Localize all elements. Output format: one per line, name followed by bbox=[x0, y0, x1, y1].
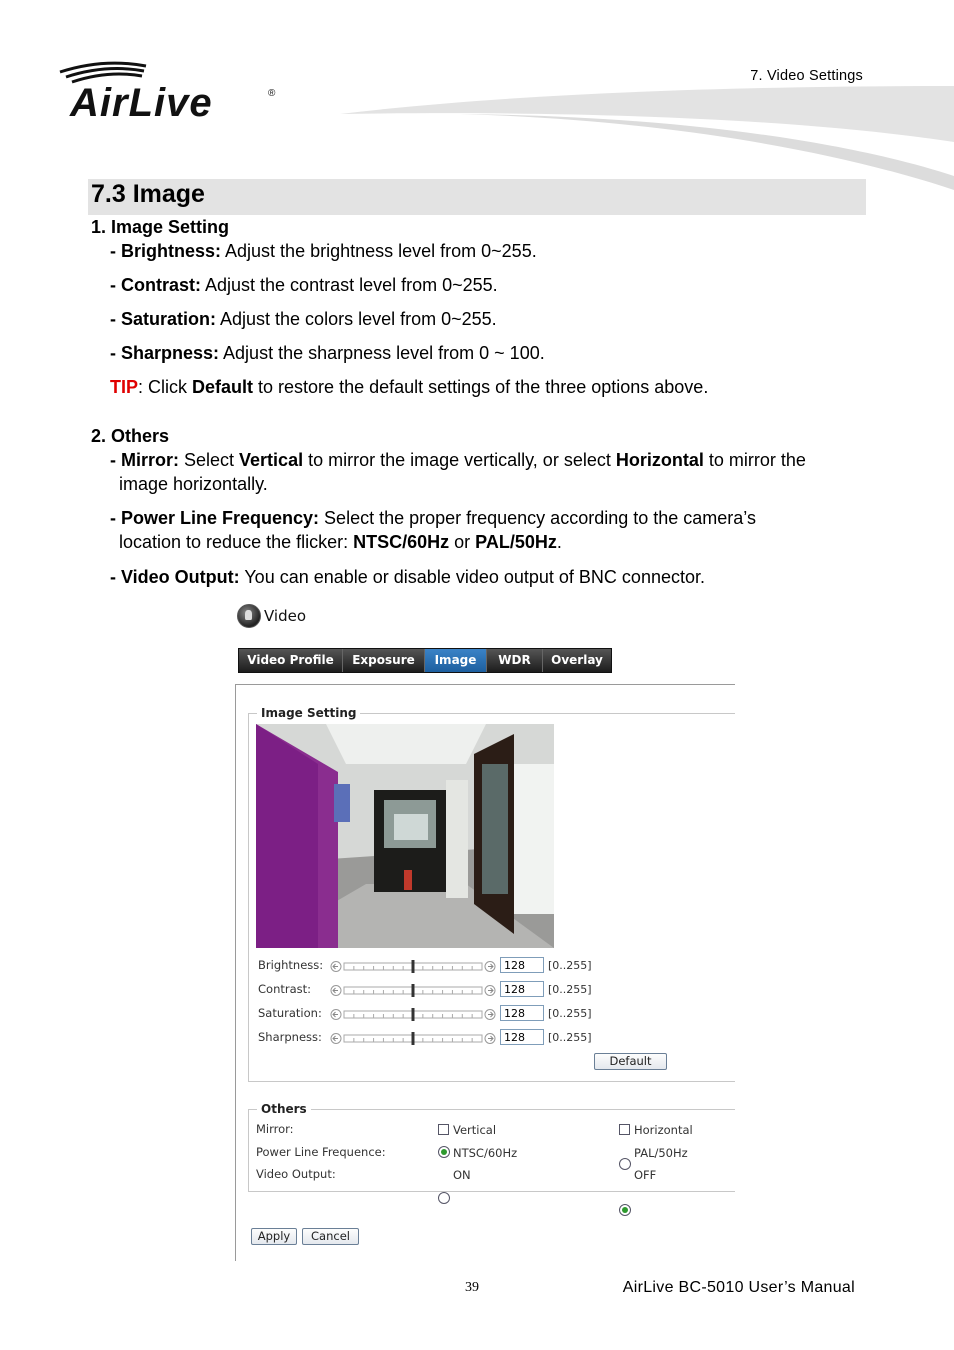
tab-exposure[interactable]: Exposure bbox=[343, 649, 425, 672]
power-line-frequency-label: Power Line Frequence: bbox=[256, 1145, 386, 1159]
video-output-on-radio[interactable] bbox=[438, 1192, 450, 1204]
mirror-description-line2: image horizontally. bbox=[119, 474, 268, 494]
cancel-button[interactable]: Cancel bbox=[302, 1228, 359, 1245]
power-frequency-description: - Power Line Frequency: Select the proper frequency according to the camera’s bbox=[110, 508, 756, 528]
brightness-value-input[interactable]: 128 bbox=[500, 957, 544, 973]
saturation-value-input[interactable]: 128 bbox=[500, 1005, 544, 1021]
mirror-description: - Mirror: Select Vertical to mirror the image vertically, or select Horizontal to mirror the bbox=[110, 450, 806, 470]
camera-icon bbox=[237, 604, 261, 628]
sharpness-description: - Sharpness: Adjust the sharpness level from 0 ~ 100. bbox=[110, 343, 545, 363]
image-setting-legend: Image Setting bbox=[257, 706, 360, 720]
contrast-slider[interactable] bbox=[330, 982, 496, 994]
video-output-description: - Video Output: You can enable or disable video output of BNC connector. bbox=[110, 567, 705, 587]
video-output-label: Video Output: bbox=[256, 1167, 336, 1181]
camera-preview-image bbox=[256, 724, 554, 948]
sharpness-slider[interactable] bbox=[330, 1030, 496, 1042]
tip-label: TIP bbox=[110, 377, 139, 397]
pal-label: PAL/50Hz bbox=[634, 1146, 688, 1160]
apply-button[interactable]: Apply bbox=[251, 1228, 297, 1245]
logo-wordmark: AirLive bbox=[70, 81, 213, 125]
sharpness-value-input[interactable]: 128 bbox=[500, 1029, 544, 1045]
video-page-title: Video bbox=[264, 607, 307, 625]
airlive-logo bbox=[58, 58, 288, 128]
chapter-header: 7. Video Settings bbox=[750, 68, 863, 84]
saturation-label: Saturation: bbox=[258, 1006, 322, 1020]
video-tab-bar bbox=[238, 648, 612, 673]
saturation-slider[interactable] bbox=[330, 1006, 496, 1018]
video-page-header bbox=[237, 604, 306, 628]
video-output-on-label: ON bbox=[453, 1168, 471, 1182]
section-title: 7.3 Image bbox=[91, 180, 205, 208]
sharpness-label: Sharpness: bbox=[258, 1030, 322, 1044]
tab-image[interactable]: Image bbox=[425, 649, 487, 672]
contrast-range: [0..255] bbox=[548, 983, 592, 996]
brightness-label: Brightness: bbox=[258, 958, 324, 972]
tab-wdr[interactable]: WDR bbox=[487, 649, 543, 672]
contrast-value-input[interactable]: 128 bbox=[500, 981, 544, 997]
brightness-range: [0..255] bbox=[548, 959, 592, 972]
default-button[interactable]: Default bbox=[594, 1053, 667, 1070]
power-frequency-description-line2: location to reduce the flicker: NTSC/60Hz or PAL/50Hz. bbox=[119, 532, 562, 552]
saturation-description: - Saturation: Adjust the colors level from 0~255. bbox=[110, 309, 497, 329]
saturation-range: [0..255] bbox=[548, 1007, 592, 1020]
contrast-label: Contrast: bbox=[258, 982, 312, 996]
others-legend: Others bbox=[257, 1102, 311, 1116]
pal-radio[interactable] bbox=[619, 1158, 631, 1170]
video-output-off-label: OFF bbox=[634, 1168, 657, 1182]
manual-title-footer: AirLive BC-5010 User’s Manual bbox=[622, 1279, 855, 1296]
tip-note: TIP: Click Default to restore the default settings of the three options above. bbox=[110, 377, 709, 397]
mirror-vertical-label: Vertical bbox=[453, 1123, 497, 1137]
ntsc-radio[interactable] bbox=[438, 1146, 450, 1158]
page-number: 39 bbox=[465, 1280, 479, 1295]
brightness-description: - Brightness: Adjust the brightness level from 0~255. bbox=[110, 241, 537, 261]
mirror-label: Mirror: bbox=[256, 1122, 294, 1136]
sharpness-range: [0..255] bbox=[548, 1031, 592, 1044]
others-heading: 2. Others bbox=[91, 426, 170, 446]
contrast-description: - Contrast: Adjust the contrast level from 0~255. bbox=[110, 275, 498, 295]
image-setting-heading: 1. Image Setting bbox=[91, 217, 230, 237]
tab-video-profile[interactable]: Video Profile bbox=[239, 649, 343, 672]
mirror-vertical-checkbox[interactable] bbox=[438, 1124, 449, 1135]
mirror-horizontal-checkbox[interactable] bbox=[619, 1124, 630, 1135]
ntsc-label: NTSC/60Hz bbox=[453, 1146, 518, 1160]
mirror-horizontal-label: Horizontal bbox=[634, 1123, 693, 1137]
tab-overlay[interactable]: Overlay bbox=[551, 653, 603, 667]
svg-text:®: ® bbox=[268, 88, 276, 99]
video-output-off-radio[interactable] bbox=[619, 1204, 631, 1216]
brightness-slider[interactable] bbox=[330, 958, 496, 970]
